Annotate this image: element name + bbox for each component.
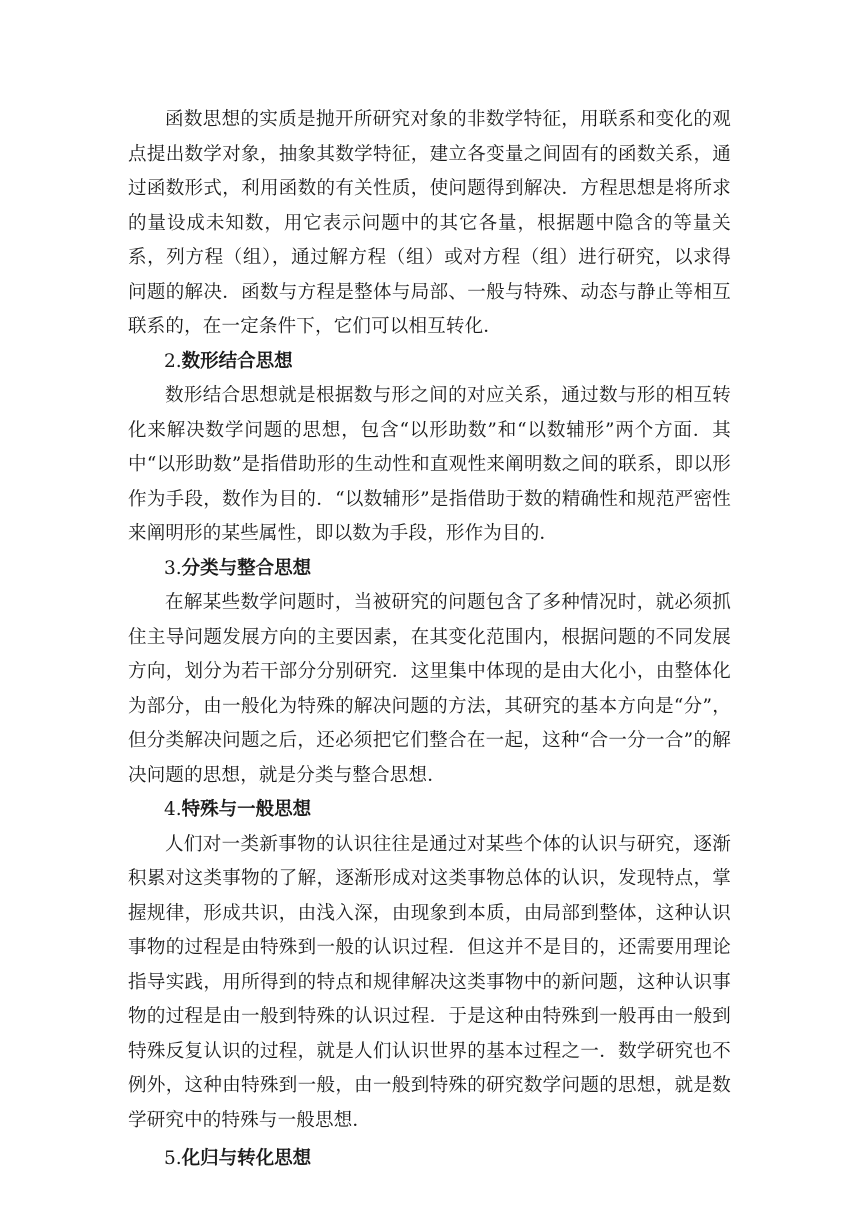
section-heading-2 [128, 345, 731, 380]
section-title: 分类与整合思想 [181, 557, 312, 579]
section-number: 5. [164, 1148, 182, 1169]
section-heading-3 [128, 552, 731, 587]
paragraph-function-equation: 函数思想的实质是抛开所研究对象的非数学特征，用联系和变化的观点提出数学对象，抽象其数学特征，建立各变量之间固有的函数关系，通过函数形式，利用函数的有关性质，使问题得到解决．方程思想是将所求的量设成未知数，用它表示问题中的其它各量，根据题中隐含的等量关系，列方程（组），通过解方程（组）或对方程（组）进行研究，以求得问题的解决．函数与方程是整体与局部、一般与特殊、动态与静止等相互联系的，在一定条件下，它们可以相互转化． [128, 109, 731, 337]
section-title: 特殊与一般思想 [181, 799, 312, 820]
paragraph-number-shape: 数形结合思想就是根据数与形之间的对应关系，通过数与形的相互转化来解决数学问题的思想，包含“以形助数”和“以数辅形”两个方面．其中“以形助数”是指借助形的生动性和直观性来阐明数之间的联系，即以形作为手段，数作为目的．“以数辅形”是指借助于数的精确性和规范严密性来阐明形的某些属性，即以数为手段，形作为目的． [128, 385, 731, 544]
section-title: 化归与转化思想 [181, 1148, 312, 1169]
section-heading-5 [128, 1142, 731, 1177]
paragraph-special-general: 人们对一类新事物的认识往往是通过对某些个体的认识与研究，逐渐积累对这类事物的了解，逐渐形成对这类事物总体的认识，发现特点，掌握规律，形成共识，由浅入深，由现象到本质，由局部到整体，这种认识事物的过程是由特殊到一般的认识过程．但这并不是目的，还需要用理论指导实践，用所得到的特点和规律解决这类事物中的新问题，这种认识事物的过程是由一般到特殊的认识过程．于是这种由特殊到一般再由一般到特殊反复认识的过程，就是人们认识世界的基本过程之一．数学研究也不例外，这种由特殊到一般，由一般到特殊的研究数学问题的思想，就是数学研究中的特殊与一般思想． [128, 833, 731, 1131]
document-page [128, 103, 731, 1177]
paragraph-classification: 在解某些数学问题时，当被研究的问题包含了多种情况时，就必须抓住主导问题发展方向的主要因素，在其变化范围内，根据问题的不同发展方向，划分为若干部分分别研究．这里集中体现的是由大化小，由整体化为部分，由一般化为特殊的解决问题的方法，其研究的基本方向是“分”，但分类解决问题之后，还必须把它们整合在一起，这种“合一分一合”的解决问题的思想，就是分类与整合思想． [128, 592, 731, 786]
section-title: 数形结合思想 [181, 350, 293, 372]
section-number: 3. [164, 557, 182, 579]
section-heading-4 [128, 793, 731, 828]
section-number: 2. [164, 350, 182, 372]
section-number: 4. [164, 799, 182, 820]
